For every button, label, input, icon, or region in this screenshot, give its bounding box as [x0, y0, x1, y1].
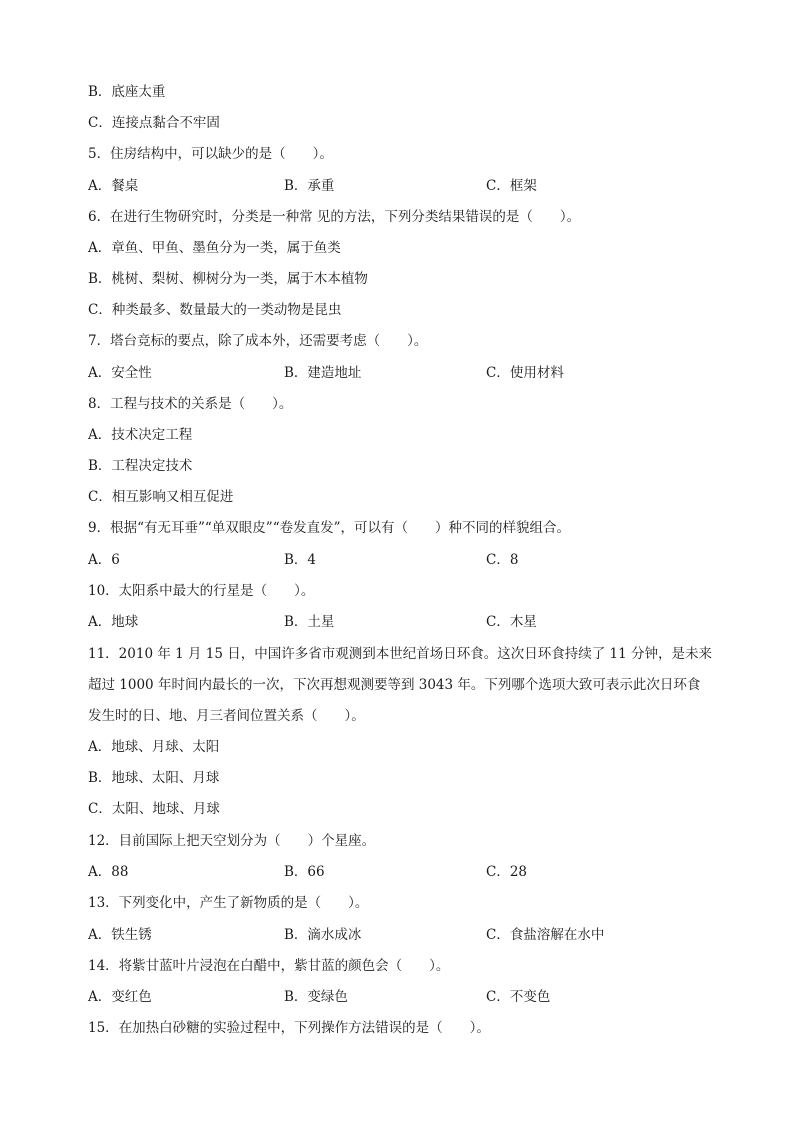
question-11-option-b: B．地球、太阳、月球: [88, 770, 220, 786]
question-9: 9．根据“有无耳垂”“单双眼皮”“卷发直发”，可以有（ ）种不同的样貌组合。: [88, 520, 570, 536]
question-10: 10．太阳系中最大的行星是（ ）。: [88, 583, 315, 599]
option-b-base-too-heavy: B．底座太重: [88, 84, 166, 100]
question-6-option-b: B．桃树、梨树、柳树分为一类，属于木本植物: [88, 271, 368, 287]
option-b: B．土星: [284, 614, 335, 630]
option-b: B．承重: [284, 178, 335, 194]
option-b: B．建造地址: [284, 365, 362, 381]
option-c: C．使用材料: [486, 365, 564, 381]
question-6-option-c: C．种类最多、数量最大的一类动物是昆虫: [88, 302, 342, 318]
question-6-option-a: A．章鱼、甲鱼、墨鱼分为一类，属于鱼类: [88, 240, 341, 256]
question-12: 12．目前国际上把天空划分为（ ）个星座。: [88, 833, 376, 849]
question-11-line-1: 11．2010 年 1 月 15 日，中国许多省市观测到本世纪首场日环食。这次日环食持续了 11 分钟，是未来: [88, 646, 713, 662]
question-7: 7．塔台竞标的要点，除了成本外，还需要考虑（ ）。: [88, 333, 428, 349]
option-c: C．不变色: [486, 989, 551, 1005]
option-b: B．变绿色: [284, 989, 348, 1005]
question-11-line-3: 发生时的日、地、月三者间位置关系（ ）。: [88, 708, 365, 724]
option-b: B．66: [284, 864, 325, 880]
question-6: 6．在进行生物研究时，分类是一种常 见的方法，下列分类结果错误的是（ ）。: [88, 209, 581, 225]
option-b: B．滴水成冰: [284, 927, 362, 943]
question-8-option-c: C．相互影响又相互促进: [88, 489, 234, 505]
question-15: 15．在加热白砂糖的实验过程中，下列操作方法错误的是（ ）。: [88, 1020, 490, 1036]
option-a: A．地球: [88, 614, 139, 630]
question-11-option-c: C．太阳、地球、月球: [88, 801, 220, 817]
option-c: C．框架: [486, 178, 537, 194]
option-b: B．4: [284, 552, 317, 568]
question-11-line-2: 超过 1000 年时间内最长的一次，下次再想观测要等到 3043 年。下列哪个选项大致可表示此次日环食: [88, 677, 701, 693]
option-c: C．8: [486, 552, 519, 568]
option-a: A．88: [88, 864, 129, 880]
option-a: A．安全性: [88, 365, 152, 381]
option-c: C．食盐溶解在水中: [486, 927, 605, 943]
question-8: 8．工程与技术的关系是（ ）。: [88, 396, 293, 412]
question-8-option-a: A．技术决定工程: [88, 427, 193, 443]
option-a: A．餐桌: [88, 178, 139, 194]
option-a: A．6: [88, 552, 120, 568]
question-5: 5．住房结构中，可以缺少的是（ ）。: [88, 146, 333, 162]
option-c-joint-not-firm: C．连接点黏合不牢固: [88, 115, 220, 131]
question-11-option-a: A．地球、月球、太阳: [88, 739, 220, 755]
question-8-option-b: B．工程决定技术: [88, 458, 193, 474]
option-a: A．铁生锈: [88, 927, 152, 943]
option-c: C．28: [486, 864, 528, 880]
option-a: A．变红色: [88, 989, 152, 1005]
question-14: 14．将紫甘蓝叶片浸泡在白醋中，紫甘蓝的颜色会（ ）。: [88, 958, 450, 974]
question-13: 13．下列变化中，产生了新物质的是（ ）。: [88, 895, 369, 911]
option-c: C．木星: [486, 614, 537, 630]
